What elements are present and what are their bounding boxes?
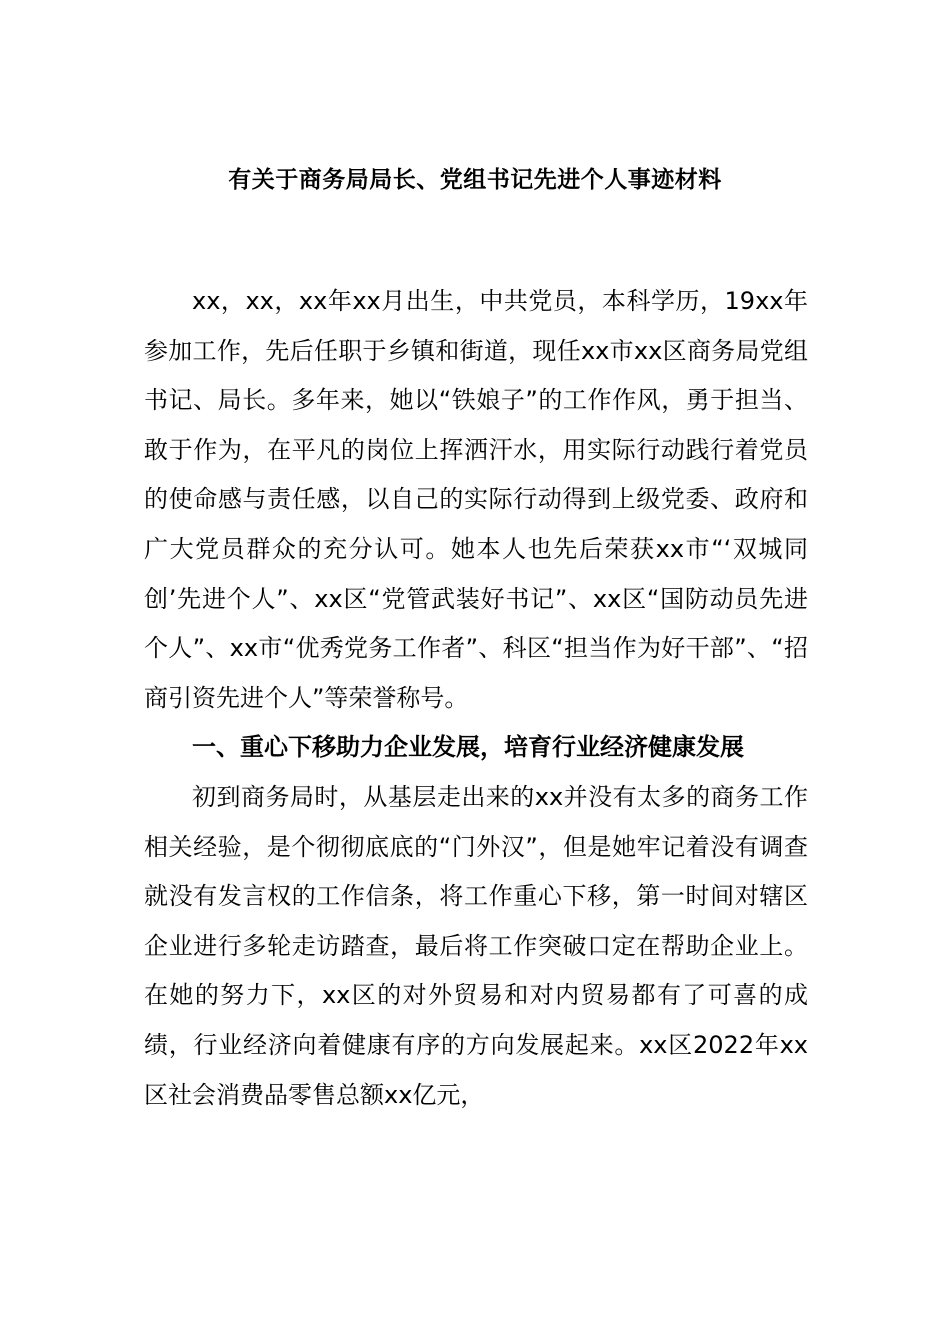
section-heading: 一、重心下移助力企业发展，培育行业经济健康发展 xyxy=(192,733,744,762)
document-title: 有关于商务局局长、党组书记先进个人事迹材料 xyxy=(228,167,722,193)
intro-paragraph: xx，xx，xx年xx月出生，中共党员，本科学历，19xx年参加工作，先后任职于乡镇和街道，现任xx市xx区商务局党组书记、局长。多年来，她以“铁娘子”的工作作风，勇于担当、敢于作为，在平凡的岗位上挥洒汗水，用实际行动践行着党员的使命感与责任感，以自己的实际行动得到上级党委、政府和广大党员群众的充分认可。她本人也先后荣获xx市“‘双城同创’先进个人”、xx区“党管武装好书记”、xx区“国防动员先进个人”、xx市“优秀党务工作者”、科区“担当作为好干部”、“招商引资先进个人”等荣誉称号。 xyxy=(144,287,808,712)
section-paragraph: 初到商务局时，从基层走出来的xx并没有太多的商务工作相关经验，是个彻彻底底的“门外汉”，但是她牢记着没有调查就没有发言权的工作信条，将工作重心下移，第一时间对辖区企业进行多轮走访踏查，最后将工作突破口定在帮助企业上。在她的努力下，xx区的对外贸易和对内贸易都有了可喜的成绩，行业经济向着健康有序的方向发展起来。xx区2022年xx区社会消费品零售总额xx亿元， xyxy=(144,782,808,1109)
document-body xyxy=(144,277,808,1120)
